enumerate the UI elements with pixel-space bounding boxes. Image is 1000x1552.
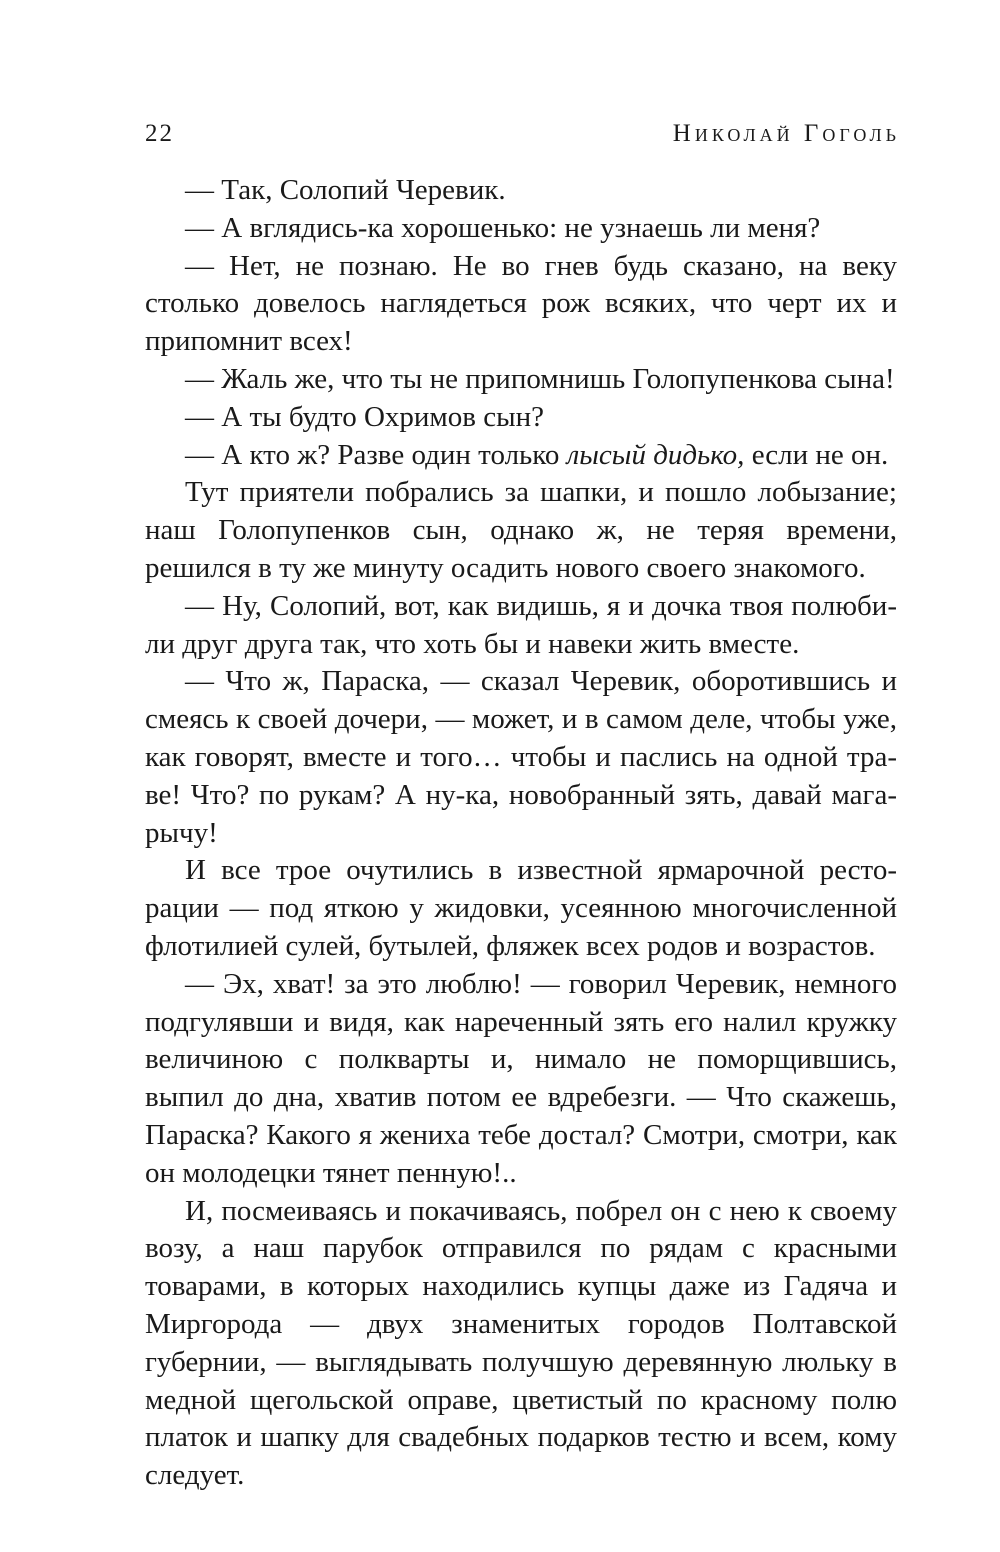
paragraph	[145, 966, 897, 1193]
text-fragment: И все трое очутились в известной ярмарочной ресторации — под яткою у жидовки, усеянною многочисленной флотилией сулей, бутылей, фляжек всех родов и возрастов.	[145, 854, 897, 962]
text-fragment: Тут приятели побрались за шапки, и пошло лобызание; наш Голопупенков сын, однако ж, не теряя времени, решился в ту же минуту осадить нового своего знакомого.	[145, 476, 897, 584]
text-fragment: — Жаль же, что ты не припомнишь Голопупенкова сына!	[185, 362, 895, 395]
text-fragment: — А кто ж? Разве один только	[185, 438, 567, 471]
paragraph	[145, 474, 897, 587]
paragraph	[145, 172, 897, 210]
page-number: 22	[145, 120, 174, 147]
text-fragment: если не он.	[744, 438, 889, 471]
text-fragment: — Эх, хват! за это люблю! — говорил Черевик, немного подгулявши и видя, как нареченный зять его налил кружку величиною с полкварты и, нимало не поморщившись, выпил до дна, хватив потом ее вдребезги. — Что скажешь, Параска? Какого я жениха тебе достал? Смотри, смотри, как он молодецки тянет пенную!..	[145, 967, 897, 1189]
paragraph	[145, 437, 897, 475]
paragraph	[145, 210, 897, 248]
paragraph	[145, 399, 897, 437]
text-fragment: — Ну, Солопий, вот, как видишь, я и дочка твоя полюбили друг друга так, что хоть бы и навеки жить вместе.	[145, 589, 897, 660]
paragraph	[145, 663, 897, 852]
text-fragment: — А ты будто Охримов сын?	[185, 400, 544, 433]
header-author: Николай Гоголь	[672, 120, 900, 147]
text-fragment: — А вглядись-ка хорошенько: не узнаешь ли меня?	[185, 211, 821, 244]
paragraph	[145, 1193, 897, 1495]
text-fragment: — Что ж, Параска, — сказал Черевик, оборотившись и смеясь к своей дочери, — может, и в самом деле, чтобы уже, как говорят, вместе и того… чтобы и паслись на одной траве! Что? по рукам? А ну-ка, новобранный зять, давай магарычу!	[145, 665, 897, 849]
paragraph	[145, 248, 897, 361]
text-fragment: — Так, Солопий Черевик.	[185, 174, 506, 206]
paragraph	[145, 588, 897, 664]
paragraph	[145, 361, 897, 399]
italic-text: лысый дидько,	[566, 438, 745, 471]
text-body	[145, 172, 897, 1495]
text-fragment: И, посмеиваясь и покачиваясь, побрел он с нею к своему возу, а наш парубок отправился по рядам с красными товарами, в которых находились купцы даже из Гадяча и Миргорода — двух знаменитых городов Полтавской губернии, — выглядывать получшую деревянную люльку в медной щегольской оправе, цветистый по красному полю платок и шапку для свадебных подарков тестю и всем, кому следует.	[145, 1194, 897, 1492]
text-fragment: — Нет, не познаю. Не во гнев будь сказано, на веку столько довелось наглядеться рож всяких, что черт их и припомнит всех!	[145, 249, 897, 358]
running-head	[145, 120, 900, 156]
paragraph	[145, 852, 897, 965]
